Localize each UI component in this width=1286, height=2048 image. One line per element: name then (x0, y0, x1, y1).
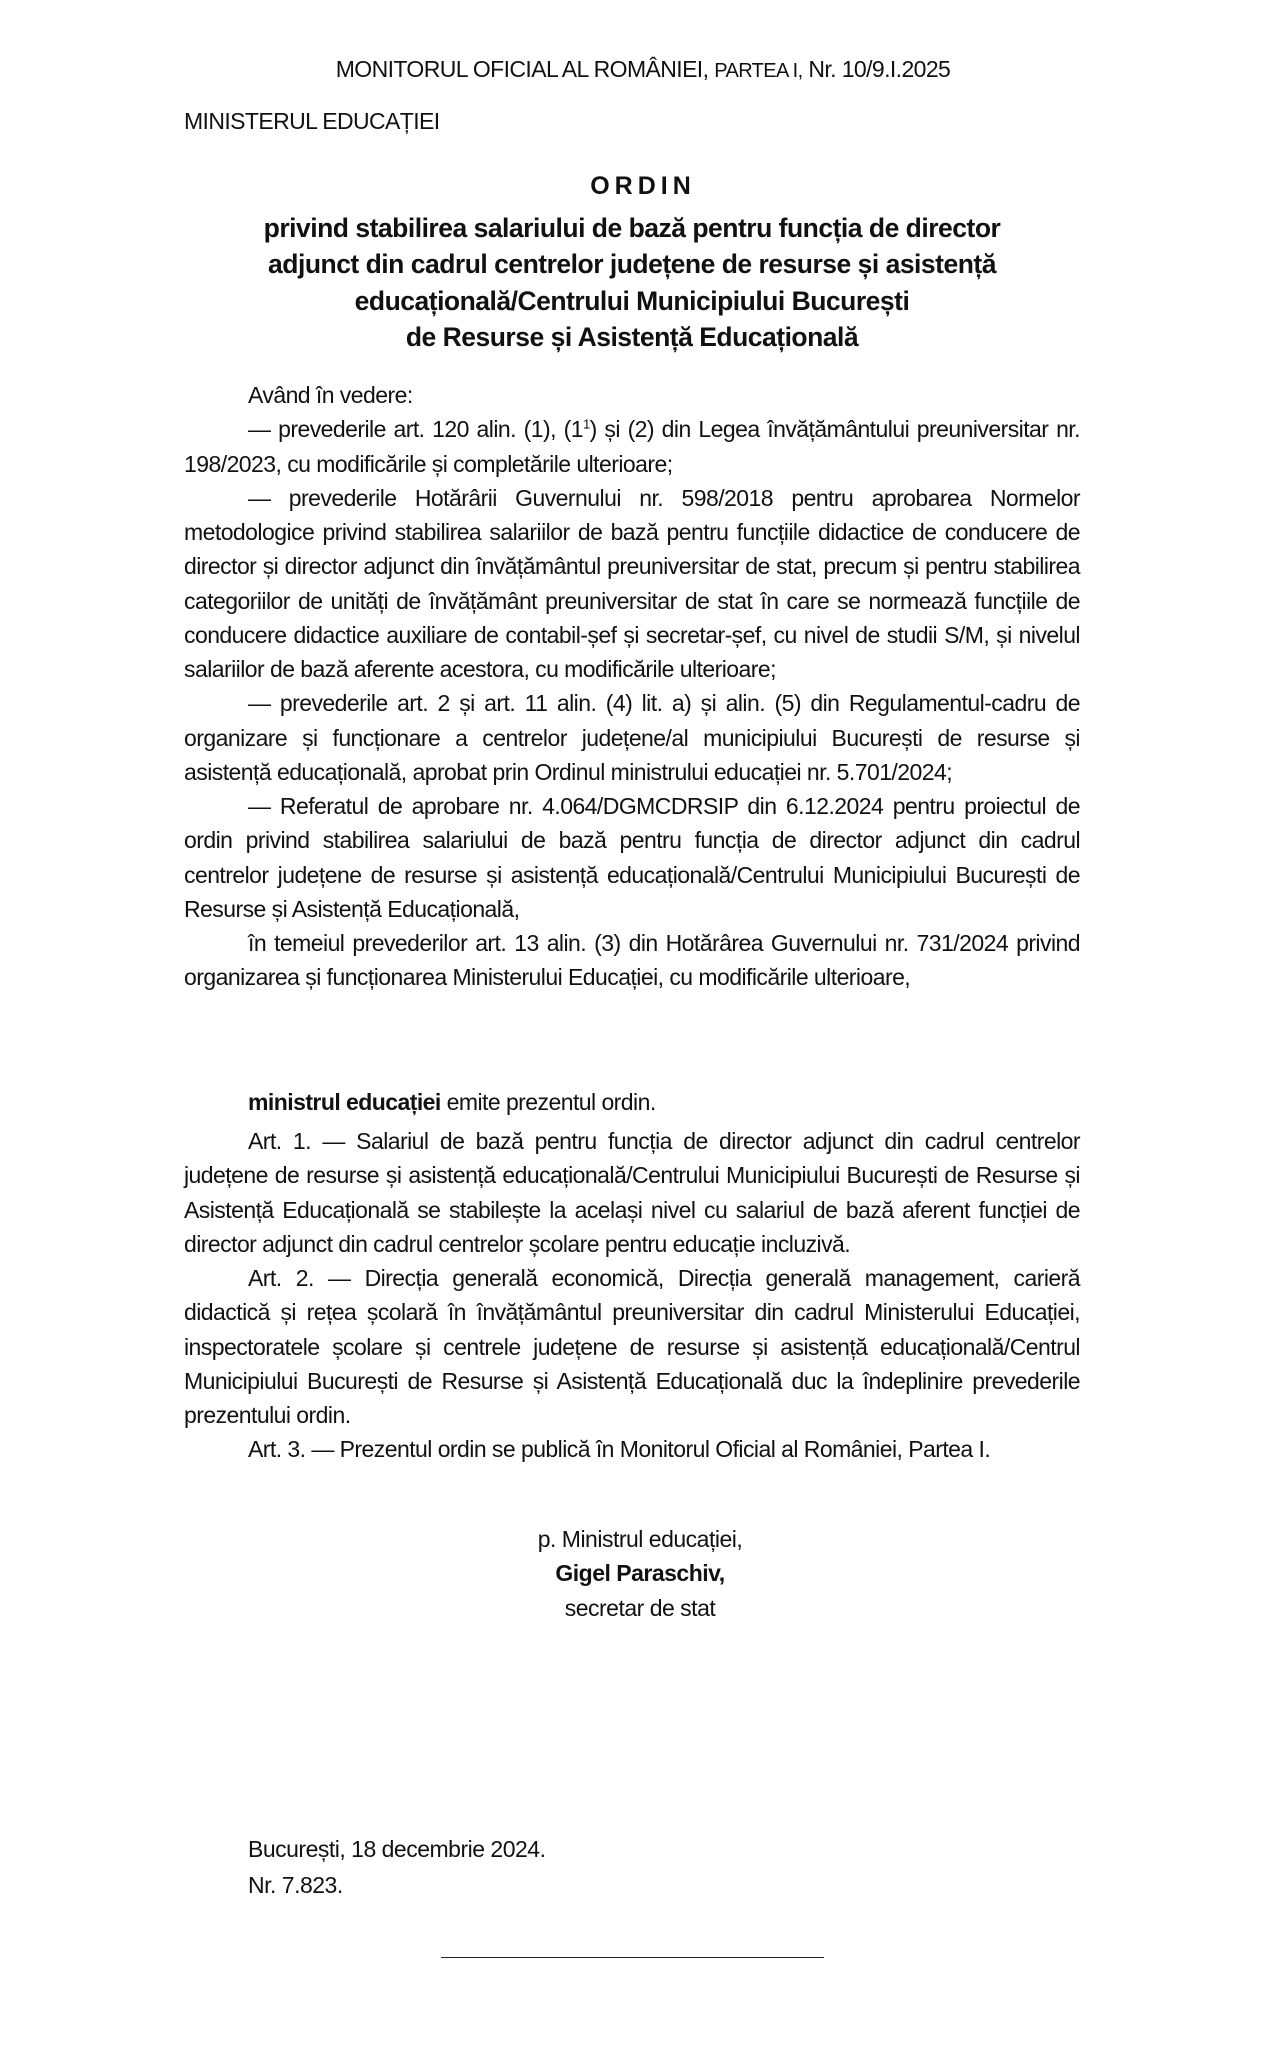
title-line: privind stabilirea salariului de bază pentru funcția de director (263, 213, 1001, 243)
signature-block (440, 1522, 840, 1625)
separator-line (441, 1957, 824, 1958)
text: emite prezentul ordin. (440, 1089, 656, 1115)
signatory-name: Gigel Paraschiv, (555, 1560, 725, 1587)
enacting-clause (184, 1085, 1080, 1119)
document-type: ORDIN (590, 172, 696, 200)
document-title (184, 210, 1080, 355)
signatory-role: secretar de stat (564, 1594, 716, 1621)
enacting-text (184, 1085, 1080, 1119)
gazette-title: MONITORUL OFICIAL AL ROMÂNIEI, (335, 56, 709, 82)
gazette-part: PARTEA I, (714, 60, 803, 82)
preamble-paragraph: în temeiul prevederilor art. 13 alin. (3) din Hotărârea Guvernului nr. 731/2024 privind organizarea și funcționarea Ministerului Educației, cu modificările ulterioare, (184, 930, 1080, 991)
preamble-paragraph: — prevederile art. 2 și art. 11 alin. (4) lit. a) și alin. (5) din Regulamentul-cadru de organizare și funcționare a centrelor județene/al municipiului București de resurse și asistență educațională, aprobat prin Ordinul ministrului educației nr. 5.701/2024; (184, 690, 1080, 785)
text: ) și (2) din Legea învățământului preuniversitar nr. 198/2023, cu modificările și completările ulterioare; (184, 416, 1080, 477)
gazette-issue: Nr. 10/9.I.2025 (808, 56, 951, 82)
place-date-block (248, 1831, 545, 1903)
preamble (184, 378, 1080, 995)
issuer: MINISTERUL EDUCAȚIEI (184, 108, 440, 134)
title-line: educațională/Centrului Municipiului București (354, 285, 910, 316)
article-2: Art. 2. — Direcția generală economică, Direcția generală management, carieră didactică și rețea școlară în învățământul preuniversitar din cadrul Ministerului Educației, inspectoratele școlare și centrele județene de resurse și asistență educațională/Centrul Municipiului București de Resurse și Asistență Educațională duc la îndeplinire prevederile prezentului ordin. (184, 1265, 1080, 1428)
signature-on-behalf: p. Ministrul educației, (537, 1526, 743, 1552)
articles (184, 1124, 1080, 1467)
article-1: Art. 1. — Salariul de bază pentru funcția de director adjunct din cadrul centrelor județene de resurse și asistență educațională/Centrului Municipiului București de Resurse și Asistență Educațională se stabilește la același nivel cu salariul de bază aferent funcției de director adjunct din cadrul centrelor școlare pentru educație incluzivă. (184, 1128, 1080, 1257)
gazette-header (0, 56, 1286, 83)
preamble-paragraph: — Referatul de aprobare nr. 4.064/DGMCDRSIP din 6.12.2024 pentru proiectul de ordin privind stabilirea salariului de bază pentru funcția de director adjunct din cadrul centrelor județene de resurse și asistență educațională/Centrului Municipiului București de Resurse și Asistență Educațională, (184, 793, 1080, 922)
title-line: de Resurse și Asistență Educațională (405, 321, 859, 352)
superscript: 1 (582, 416, 590, 432)
order-number: Nr. 7.823. (248, 1872, 343, 1898)
preamble-paragraph (184, 412, 1080, 481)
minister-bold: ministrul educației (248, 1089, 441, 1115)
place-date: București, 18 decembrie 2024. (248, 1836, 546, 1862)
title-line: adjunct din cadrul centrelor județene de resurse și asistență (268, 249, 996, 280)
preamble-intro: Având în vedere: (248, 382, 413, 408)
preamble-paragraph: — prevederile Hotărârii Guvernului nr. 598/2018 pentru aprobarea Normelor metodologice privind stabilirea salariilor de bază pentru funcțiile didactice de conducere de director și director adjunct din învățământul preuniversitar de stat, precum și pentru stabilirea categoriilor de unități de învățământ preuniversitar de stat în care se normează funcțiile de conducere didactice auxiliare de contabil-șef și secretar-șef, cu nivel de studii S/M, și nivelul salariilor de bază aferente acestora, cu modificările ulterioare; (184, 484, 1080, 682)
article-3: Art. 3. — Prezentul ordin se publică în Monitorul Oficial al României, Partea I. (248, 1436, 991, 1463)
text: — prevederile art. 120 alin. (1), (1 (248, 416, 583, 443)
